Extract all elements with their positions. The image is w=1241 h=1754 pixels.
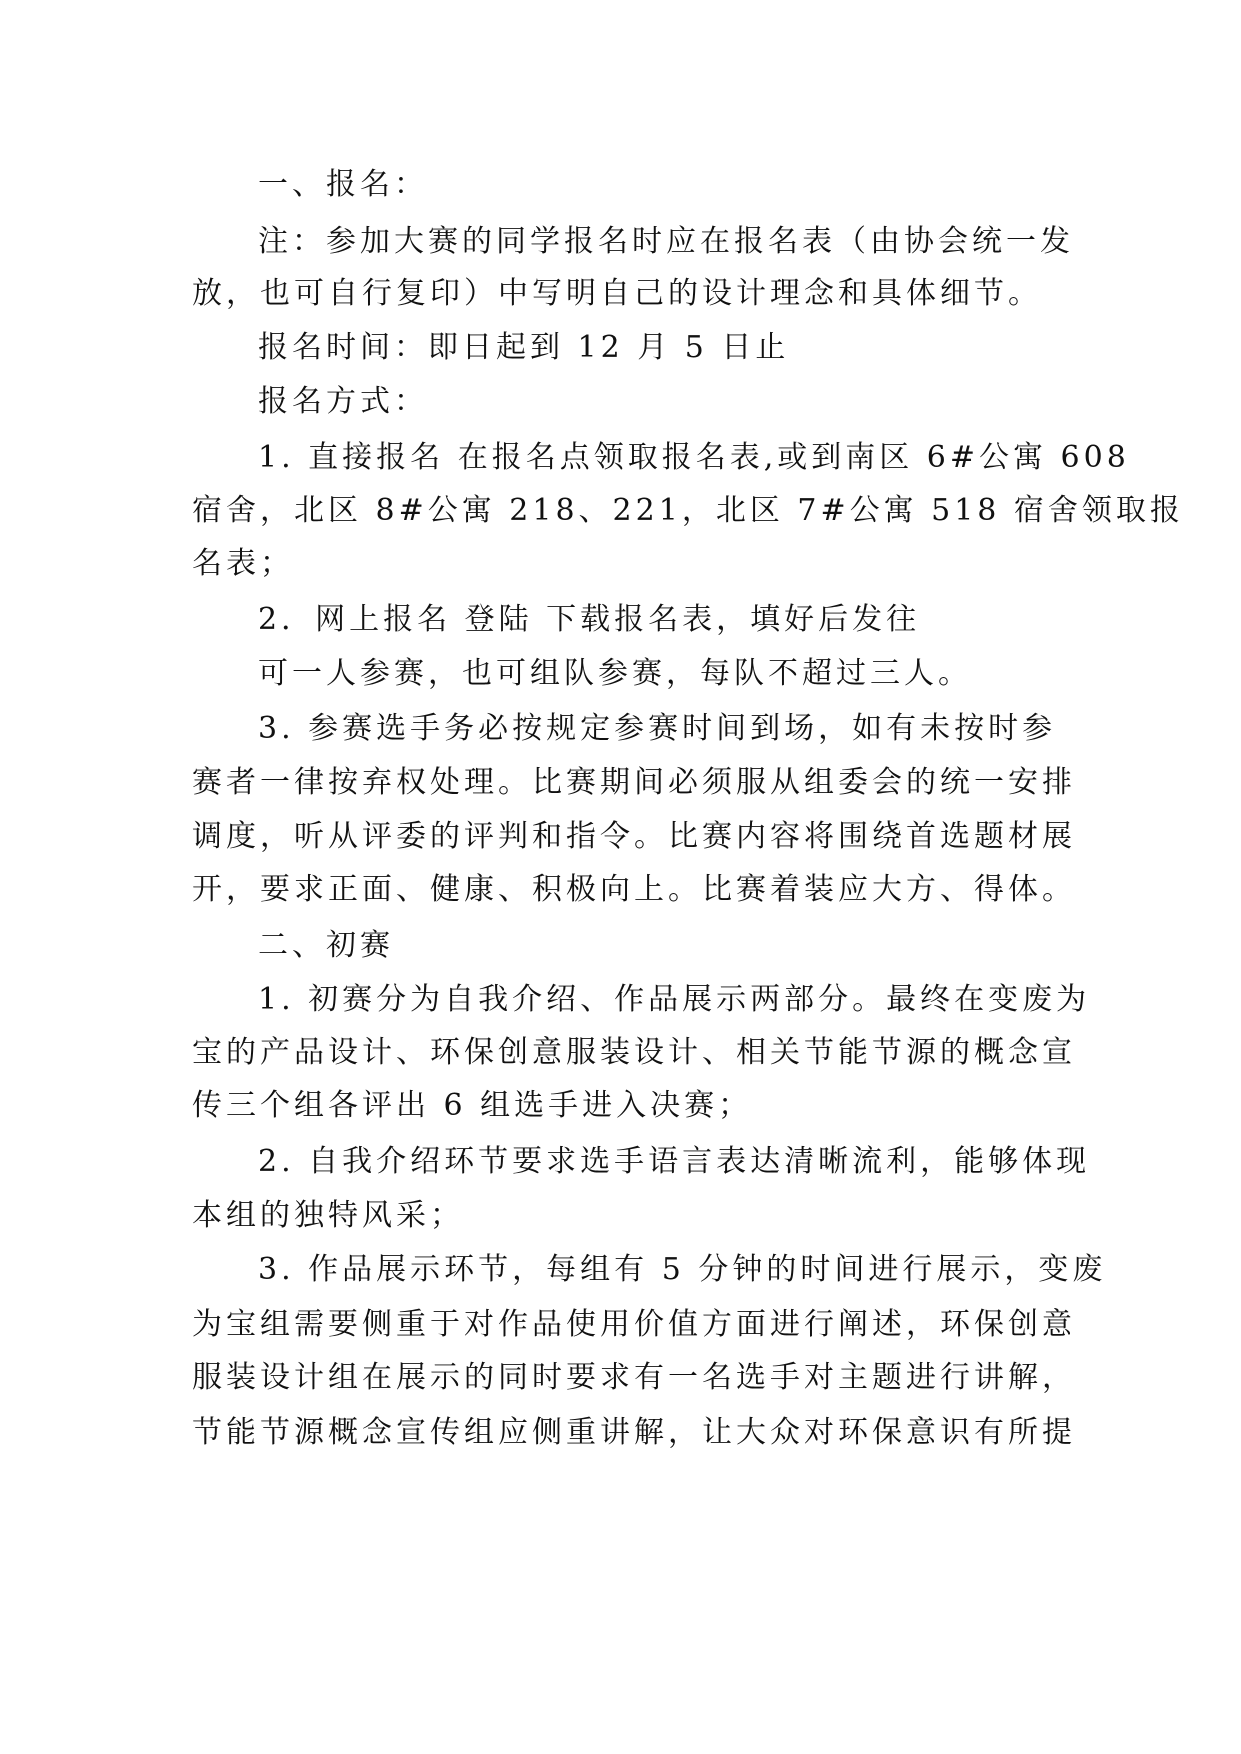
- paragraph-line: 名表；: [192, 546, 294, 581]
- paragraph-line: 2．网上报名 登陆 下载报名表，填好后发往: [258, 602, 921, 637]
- paragraph-line: 1. 直接报名 在报名点领取报名表,或到南区 6#公寓 608: [258, 440, 1130, 475]
- paragraph-line: 注：参加大赛的同学报名时应在报名表（由协会统一发: [258, 224, 1074, 259]
- paragraph-line: 传三个组各评出 6 组选手进入决赛；: [192, 1088, 753, 1123]
- paragraph-line: 本组的独特风采；: [192, 1198, 464, 1233]
- section-heading-registration: 一、报名：: [258, 167, 428, 202]
- paragraph-line: 3. 参赛选手务必按规定参赛时间到场，如有未按时参: [258, 711, 1057, 746]
- paragraph-line: 3. 作品展示环节，每组有 5 分钟的时间进行展示，变废: [258, 1252, 1107, 1287]
- paragraph-line: 调度，听从评委的评判和指令。比赛内容将围绕首选题材展: [192, 819, 1076, 854]
- paragraph-line: 放，也可自行复印）中写明自己的设计理念和具体细节。: [192, 276, 1042, 311]
- paragraph-line: 为宝组需要侧重于对作品使用价值方面进行阐述，环保创意: [192, 1307, 1076, 1342]
- paragraph-line: 2. 自我介绍环节要求选手语言表达清晰流利，能够体现: [258, 1144, 1091, 1179]
- paragraph-line: 宿舍，北区 8#公寓 218、221，北区 7#公寓 518 宿舍领取报: [192, 493, 1184, 528]
- section-heading-preliminary: 二、初赛: [258, 928, 394, 963]
- paragraph-line: 节能节源概念宣传组应侧重讲解，让大众对环保意识有所提: [192, 1415, 1076, 1450]
- paragraph-line: 服装设计组在展示的同时要求有一名选手对主题进行讲解，: [192, 1360, 1076, 1395]
- paragraph-line: 开，要求正面、健康、积极向上。比赛着装应大方、得体。: [192, 872, 1076, 907]
- paragraph-line: 可一人参赛，也可组队参赛，每队不超过三人。: [258, 656, 972, 691]
- paragraph-line: 宝的产品设计、环保创意服装设计、相关节能节源的概念宣: [192, 1035, 1076, 1070]
- paragraph-line: 报名方式：: [258, 384, 428, 419]
- paragraph-line: 1. 初赛分为自我介绍、作品展示两部分。最终在变废为: [258, 982, 1091, 1017]
- paragraph-line: 报名时间：即日起到 12 月 5 日止: [258, 330, 790, 365]
- paragraph-line: 赛者一律按弃权处理。比赛期间必须服从组委会的统一安排: [192, 765, 1076, 800]
